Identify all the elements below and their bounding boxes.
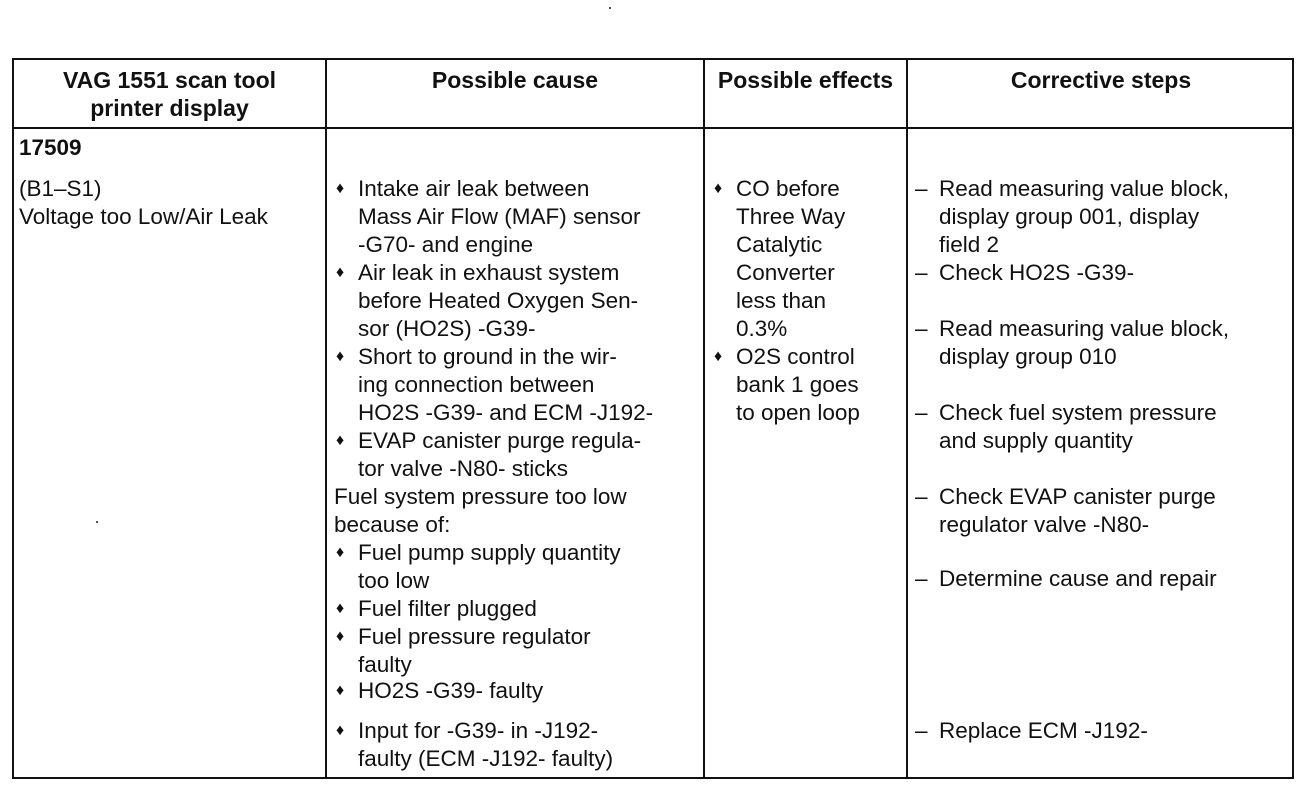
step-line: display group 010 (939, 344, 1117, 369)
fuel-heading-line: because of: (334, 512, 451, 537)
step-line: Read measuring value block, (939, 176, 1230, 201)
diamond-bullet-icon: ♦ (336, 544, 345, 561)
cause-line: Fuel pressure regulator (358, 624, 591, 649)
dash-marker: – (915, 566, 928, 591)
step-line: display group 001, display (939, 204, 1200, 229)
step-line: and supply quantity (939, 428, 1133, 453)
cause-line: -G70- and engine (358, 232, 534, 257)
cause-line: Short to ground in the wir- (358, 344, 617, 369)
scan-speck (609, 7, 611, 9)
fault-bank: (B1–S1) (19, 176, 102, 201)
column-divider (325, 60, 327, 777)
diamond-bullet-icon: ♦ (714, 180, 723, 197)
cause-line: too low (358, 568, 430, 593)
header-line: VAG 1551 scan tool (62, 67, 277, 93)
diamond-bullet-icon: ♦ (336, 264, 345, 281)
cause-line: faulty (358, 652, 412, 677)
step-line: Replace ECM -J192- (939, 718, 1148, 743)
effect-line: Converter (736, 260, 835, 285)
header-possible-effects: Possible effects (717, 67, 894, 93)
effect-line: CO before (736, 176, 840, 201)
step-line: Read measuring value block, (939, 316, 1230, 341)
cause-line: faulty (ECM -J192- faulty) (358, 746, 614, 771)
step-line: Check EVAP canister purge (939, 484, 1216, 509)
cause-line: HO2S -G39- and ECM -J192- (358, 400, 654, 425)
cause-line: Intake air leak between (358, 176, 590, 201)
header-corrective-steps: Corrective steps (1010, 67, 1192, 93)
step-line: Check HO2S -G39- (939, 260, 1135, 285)
diamond-bullet-icon: ♦ (336, 628, 345, 645)
header-possible-cause: Possible cause (431, 67, 599, 93)
diamond-bullet-icon: ♦ (336, 180, 345, 197)
column-divider (906, 60, 908, 777)
cause-line: Mass Air Flow (MAF) sensor (358, 204, 641, 229)
scan-speck (96, 521, 98, 523)
step-line: Check fuel system pressure (939, 400, 1217, 425)
diamond-bullet-icon: ♦ (336, 348, 345, 365)
diagnostic-table (12, 58, 1294, 779)
cause-line: EVAP canister purge regula- (358, 428, 642, 453)
effect-line: O2S control (736, 344, 855, 369)
cause-line: Fuel pump supply quantity (358, 540, 621, 565)
fuel-heading-line: Fuel system pressure too low (334, 484, 627, 509)
effect-line: to open loop (736, 400, 860, 425)
fuel-pressure-heading (334, 483, 627, 539)
diamond-bullet-icon: ♦ (336, 722, 345, 739)
dash-marker: – (915, 718, 928, 743)
diamond-bullet-icon: ♦ (336, 600, 345, 617)
header-scan-tool-display (14, 66, 325, 122)
step-line: Determine cause and repair (939, 566, 1217, 591)
step-line: field 2 (939, 232, 1000, 257)
dash-marker: – (915, 484, 928, 509)
header-divider (14, 127, 1292, 129)
cause-line: Air leak in exhaust system (358, 260, 620, 285)
effect-line: less than (736, 288, 827, 313)
cause-line: Input for -G39- in -J192- (358, 718, 599, 743)
dash-marker: – (915, 260, 928, 285)
cause-line: tor valve -N80- sticks (358, 456, 569, 481)
dash-marker: – (915, 316, 928, 341)
cause-line: ing connection between (358, 372, 595, 397)
fault-code: 17509 (19, 135, 82, 160)
column-divider (703, 60, 705, 777)
effect-line: Three Way (736, 204, 846, 229)
header-line: printer display (90, 95, 249, 121)
cause-line: sor (HO2S) -G39- (358, 316, 536, 341)
step-line: regulator valve -N80- (939, 512, 1150, 537)
cause-line: before Heated Oxygen Sen- (358, 288, 639, 313)
dash-marker: – (915, 176, 928, 201)
fault-message: Voltage too Low/Air Leak (19, 204, 268, 229)
cause-line: HO2S -G39- faulty (358, 678, 544, 703)
effect-line: Catalytic (736, 232, 823, 257)
effect-line: bank 1 goes (736, 372, 859, 397)
effect-line: 0.3% (736, 316, 788, 341)
dash-marker: – (915, 400, 928, 425)
cause-line: Fuel filter plugged (358, 596, 537, 621)
diamond-bullet-icon: ♦ (714, 348, 723, 365)
diamond-bullet-icon: ♦ (336, 432, 345, 449)
diamond-bullet-icon: ♦ (336, 682, 345, 699)
